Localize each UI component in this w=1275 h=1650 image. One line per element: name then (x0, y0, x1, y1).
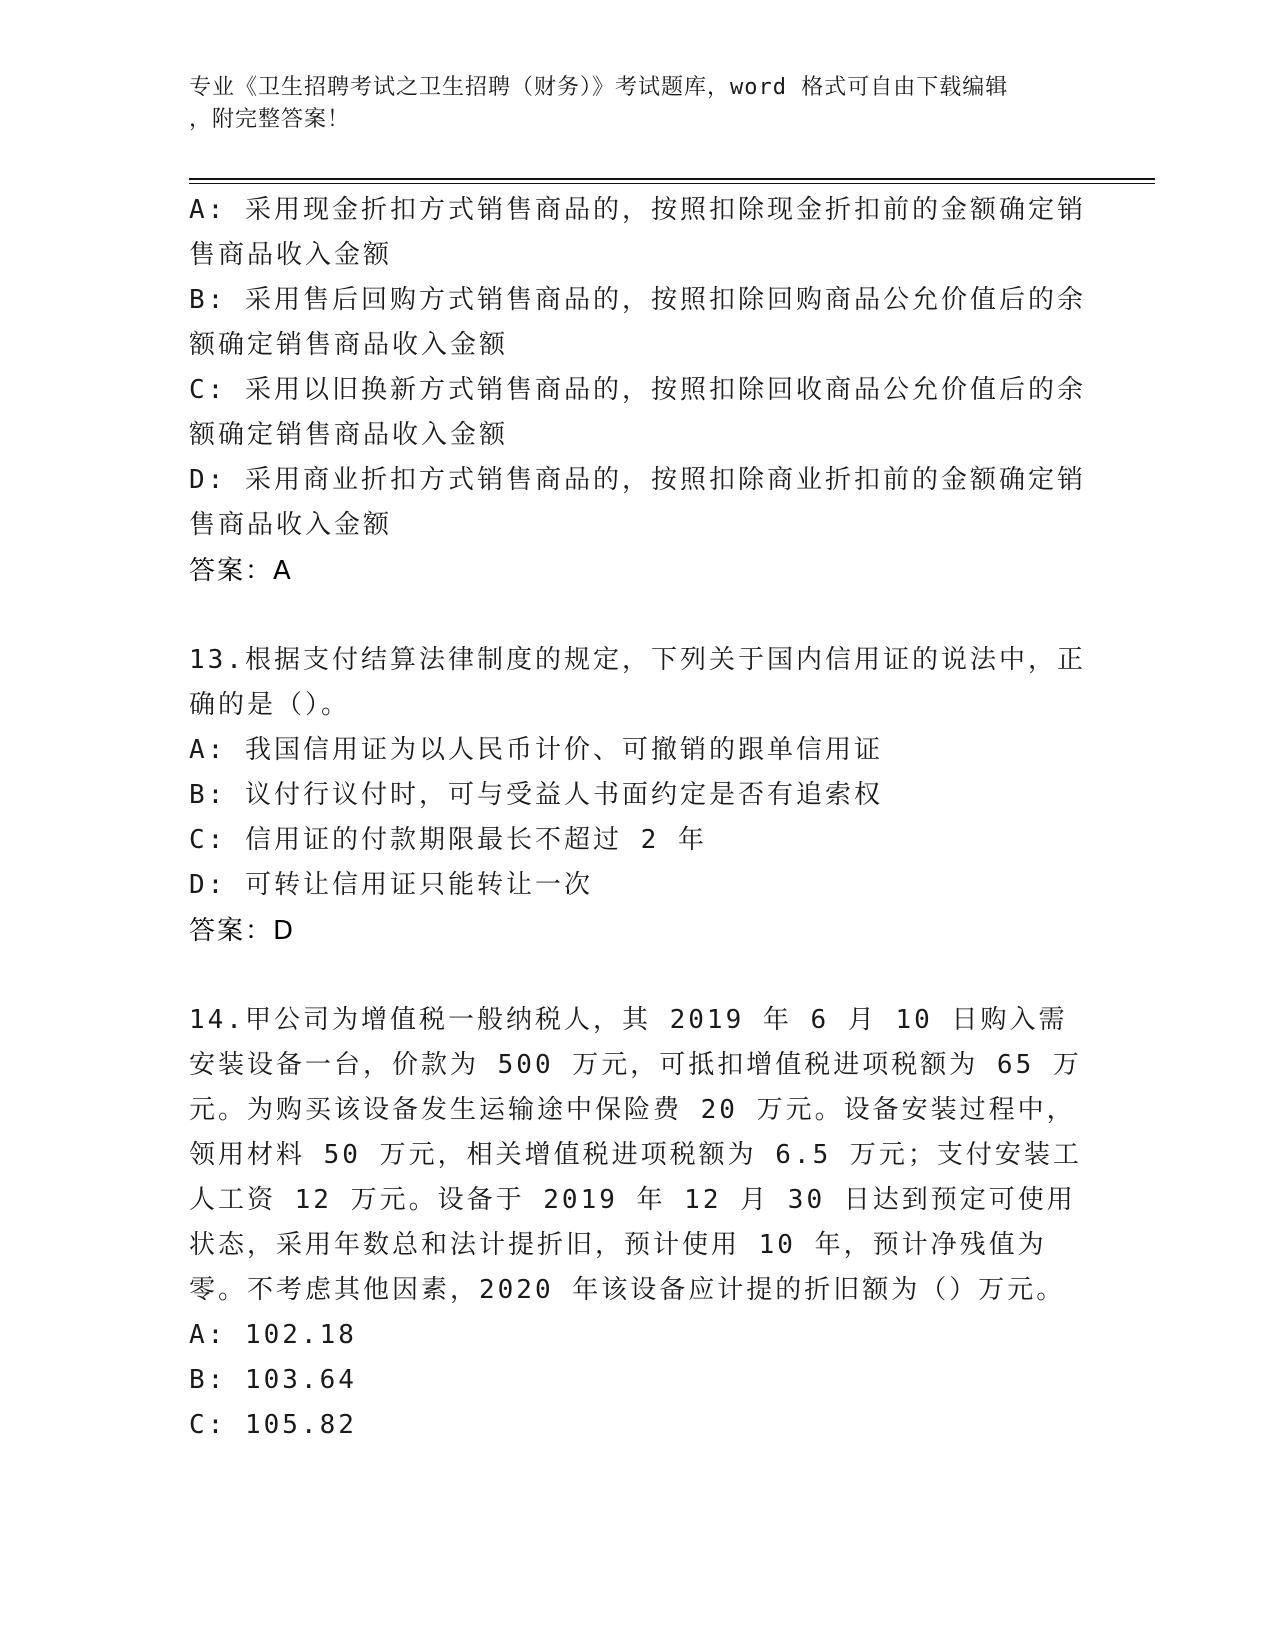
question-stem: 14.甲公司为增值税一般纳税人，其 2019 年 6 月 10 日购入需安装设备一台，价款为 500 万元，可抵扣增值税进项税额为 65 万元。为购买该设备发生运输途中保险费 20 万元。设备安装过程中，领用材料 50 万元，相关增值税进项税额为 6.5 万元；支付安装工人工资 12 万元。设备于 2019 年 12 月 30 日达到预定可使用状态，采用年数总和法计提折旧，预计使用 10 年，预计净残值为零。不考虑其他因素，2020 年该设备应计提的折旧额为（）万元。 (189, 1005, 1082, 1305)
answer-label: 答案：D (189, 916, 296, 946)
header-title-line2: ，附完整答案！ (189, 107, 351, 132)
option-a: A: 我国信用证为以人民币计价、可撤销的跟单信用证 (189, 735, 883, 765)
option-b: B: 103.64 (189, 1365, 357, 1395)
option-a: A: 102.18 (189, 1320, 357, 1350)
question-14 (189, 998, 1089, 1448)
question-12 (189, 188, 1089, 594)
option-c: C: 信用证的付款期限最长不超过 2 年 (189, 825, 707, 855)
option-b: B: 采用售后回购方式销售商品的，按照扣除回购商品公允价值后的余额确定销售商品收入金额 (189, 285, 1086, 360)
option-c: C: 采用以旧换新方式销售商品的，按照扣除回收商品公允价值后的余额确定销售商品收入金额 (189, 375, 1086, 450)
question-stem: 13.根据支付结算法律制度的规定，下列关于国内信用证的说法中，正确的是（）。 (189, 645, 1086, 720)
question-content (189, 188, 1089, 1448)
option-c: C: 105.82 (189, 1410, 357, 1440)
option-b: B: 议付行议付时，可与受益人书面约定是否有追索权 (189, 780, 883, 810)
header-rule-thick (189, 178, 1155, 180)
question-13 (189, 638, 1089, 954)
answer-label: 答案：A (189, 556, 293, 586)
option-a: A: 采用现金折扣方式销售商品的，按照扣除现金折扣前的金额确定销售商品收入金额 (189, 195, 1086, 270)
header-rule-thin (189, 183, 1155, 184)
document-header (189, 72, 1069, 136)
header-title-line1: 专业《卫生招聘考试之卫生招聘（财务）》考试题库，word 格式可自由下载编辑 (189, 75, 1009, 100)
option-d: D: 采用商业折扣方式销售商品的，按照扣除商业折扣前的金额确定销售商品收入金额 (189, 465, 1086, 540)
option-d: D: 可转让信用证只能转让一次 (189, 870, 593, 900)
